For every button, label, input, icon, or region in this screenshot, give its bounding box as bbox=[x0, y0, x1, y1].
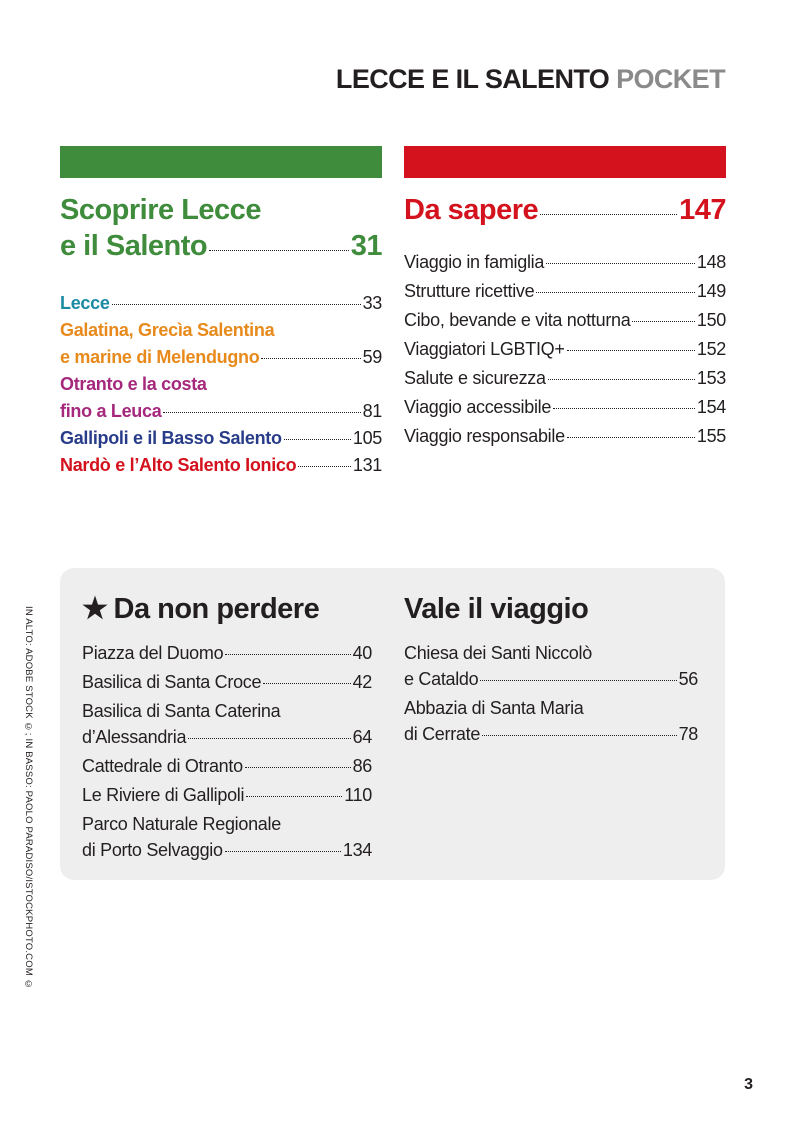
chapter-item[interactable] bbox=[60, 371, 382, 425]
highlight-item-line1: Parco Naturale Regionale bbox=[82, 814, 281, 834]
dot-leader bbox=[480, 680, 676, 681]
dot-leader bbox=[263, 683, 350, 684]
highlight-item-label: Basilica di Santa Croce bbox=[82, 672, 262, 692]
practical-info-page: 155 bbox=[696, 426, 726, 446]
practical-info-page: 149 bbox=[696, 281, 726, 301]
worth-trip-item-page: 56 bbox=[678, 669, 698, 689]
highlight-item-page: 86 bbox=[352, 756, 372, 776]
worth-trip-item-label: di Cerrate bbox=[404, 724, 481, 744]
chapter-item-label: Lecce bbox=[60, 293, 110, 313]
highlight-item-label: Le Riviere di Gallipoli bbox=[82, 785, 245, 805]
dot-leader bbox=[298, 466, 351, 467]
photo-credit: IN ALTO: ADOBE STOCK ©; IN BASSO: PAOLO PARADISO/ISTOCKPHOTO.COM © bbox=[23, 606, 34, 990]
highlight-item[interactable] bbox=[82, 698, 372, 750]
practical-info-label: Viaggio responsabile bbox=[404, 426, 565, 446]
highlight-item[interactable] bbox=[82, 811, 372, 863]
chapter-item-page: 33 bbox=[362, 293, 382, 313]
highlight-item-entry bbox=[82, 640, 372, 666]
dot-leader bbox=[225, 851, 341, 852]
left-section-title[interactable] bbox=[60, 192, 382, 264]
dot-leader bbox=[225, 654, 350, 655]
highlight-item-label: d’Alessandria bbox=[82, 727, 187, 747]
dot-leader bbox=[567, 350, 695, 351]
right-section bbox=[404, 192, 726, 451]
worth-trip-item-label: e Cataldo bbox=[404, 669, 479, 689]
practical-info-label: Strutture ricettive bbox=[404, 281, 535, 301]
highlight-item-label: di Porto Selvaggio bbox=[82, 840, 223, 860]
dot-leader bbox=[546, 263, 695, 264]
chapter-item-entry bbox=[60, 344, 382, 371]
highlight-item[interactable] bbox=[82, 669, 372, 695]
practical-info-item[interactable] bbox=[404, 277, 726, 306]
worth-trip-item-entry bbox=[404, 721, 698, 747]
chapter-item[interactable] bbox=[60, 290, 382, 317]
highlight-item-entry bbox=[82, 837, 372, 863]
chapter-item[interactable] bbox=[60, 425, 382, 452]
chapter-item-entry bbox=[60, 290, 382, 317]
practical-info-page: 152 bbox=[696, 339, 726, 359]
highlight-item-label: Piazza del Duomo bbox=[82, 643, 224, 663]
dot-leader bbox=[209, 250, 349, 251]
highlight-item[interactable] bbox=[82, 640, 372, 666]
red-accent-bar bbox=[404, 146, 726, 178]
chapter-item-page: 81 bbox=[362, 401, 382, 421]
highlight-item-page: 110 bbox=[344, 785, 372, 805]
dot-leader bbox=[540, 214, 677, 215]
chapter-item-page: 105 bbox=[352, 428, 382, 448]
book-title-brand: POCKET bbox=[616, 64, 725, 94]
highlight-item-label: Cattedrale di Otranto bbox=[82, 756, 243, 776]
highlights-column bbox=[82, 590, 372, 866]
chapter-item-page: 59 bbox=[362, 347, 382, 367]
green-accent-bar bbox=[60, 146, 382, 178]
worth-trip-list bbox=[404, 640, 698, 747]
practical-info-label: Salute e sicurezza bbox=[404, 368, 546, 388]
page-number: 3 bbox=[744, 1076, 753, 1093]
practical-info-item[interactable] bbox=[404, 393, 726, 422]
book-title-main: LECCE E IL SALENTO bbox=[335, 64, 610, 94]
chapter-item-entry bbox=[60, 452, 382, 479]
chapter-item-page: 131 bbox=[352, 455, 382, 475]
dot-leader bbox=[112, 304, 361, 305]
highlight-item-entry bbox=[82, 669, 372, 695]
dot-leader bbox=[261, 358, 360, 359]
highlight-item-page: 42 bbox=[352, 672, 372, 692]
highlights-box bbox=[60, 568, 725, 880]
left-section-title-line1: Scoprire Lecce bbox=[60, 194, 261, 226]
worth-trip-item[interactable] bbox=[404, 640, 698, 692]
right-section-page: 147 bbox=[679, 194, 726, 226]
left-section bbox=[60, 192, 382, 479]
practical-info-page: 148 bbox=[696, 252, 726, 272]
highlights-list bbox=[82, 640, 372, 863]
dot-leader bbox=[548, 379, 695, 380]
dot-leader bbox=[188, 738, 350, 739]
highlight-item-entry bbox=[82, 724, 372, 750]
practical-info-label: Viaggio in famiglia bbox=[404, 252, 545, 272]
left-section-page: 31 bbox=[350, 230, 382, 262]
practical-info-item[interactable] bbox=[404, 335, 726, 364]
highlights-title bbox=[82, 590, 372, 628]
star-icon: ★ bbox=[82, 593, 108, 625]
practical-info-item[interactable] bbox=[404, 248, 726, 277]
worth-trip-title: Vale il viaggio bbox=[404, 593, 589, 625]
dot-leader bbox=[246, 796, 342, 797]
chapter-item-label: fino a Leuca bbox=[60, 401, 162, 421]
highlight-item-page: 134 bbox=[342, 840, 372, 860]
highlight-item-page: 64 bbox=[352, 727, 372, 747]
worth-trip-item-page: 78 bbox=[678, 724, 698, 744]
practical-info-page: 153 bbox=[696, 368, 726, 388]
practical-info-label: Viaggio accessibile bbox=[404, 397, 552, 417]
highlight-item[interactable] bbox=[82, 782, 372, 808]
chapter-item-entry bbox=[60, 398, 382, 425]
book-title bbox=[336, 64, 725, 95]
practical-info-item[interactable] bbox=[404, 306, 726, 335]
dot-leader bbox=[536, 292, 695, 293]
dot-leader bbox=[553, 408, 695, 409]
highlight-item-entry bbox=[82, 782, 372, 808]
worth-trip-item-line1: Chiesa dei Santi Niccolò bbox=[404, 643, 592, 663]
highlights-title-text: Da non perdere bbox=[113, 593, 320, 625]
chapter-item-label: e marine di Melendugno bbox=[60, 347, 260, 367]
chapter-item[interactable] bbox=[60, 452, 382, 479]
chapter-item-label: Gallipoli e il Basso Salento bbox=[60, 428, 282, 448]
practical-info-item[interactable] bbox=[404, 422, 726, 451]
chapter-item-label: Nardò e l’Alto Salento Ionico bbox=[60, 455, 297, 475]
chapter-item-entry bbox=[60, 425, 382, 452]
highlight-item[interactable] bbox=[82, 753, 372, 779]
chapter-item-line1: Galatina, Grecìa Salentina bbox=[60, 320, 275, 340]
practical-info-label: Cibo, bevande e vita notturna bbox=[404, 310, 631, 330]
right-section-title-text: Da sapere bbox=[404, 194, 539, 226]
dot-leader bbox=[482, 735, 677, 736]
chapter-item-line1: Otranto e la costa bbox=[60, 374, 207, 394]
practical-info-page: 154 bbox=[696, 397, 726, 417]
worth-trip-item[interactable] bbox=[404, 695, 698, 747]
left-section-title-line2: e il Salento bbox=[60, 230, 208, 262]
practical-info-list bbox=[404, 248, 726, 451]
worth-trip-item-line1: Abbazia di Santa Maria bbox=[404, 698, 584, 718]
dot-leader bbox=[567, 437, 695, 438]
worth-trip-item-entry bbox=[404, 666, 698, 692]
practical-info-page: 150 bbox=[696, 310, 726, 330]
chapter-item[interactable] bbox=[60, 317, 382, 371]
dot-leader bbox=[284, 439, 351, 440]
dot-leader bbox=[632, 321, 694, 322]
dot-leader bbox=[245, 767, 351, 768]
highlight-item-entry bbox=[82, 753, 372, 779]
highlight-item-page: 40 bbox=[352, 643, 372, 663]
chapter-list bbox=[60, 290, 382, 479]
practical-info-label: Viaggiatori LGBTIQ+ bbox=[404, 339, 565, 359]
right-section-title[interactable] bbox=[404, 192, 726, 228]
highlight-item-line1: Basilica di Santa Caterina bbox=[82, 701, 281, 721]
practical-info-item[interactable] bbox=[404, 364, 726, 393]
dot-leader bbox=[163, 412, 360, 413]
worth-trip-column bbox=[404, 590, 698, 750]
